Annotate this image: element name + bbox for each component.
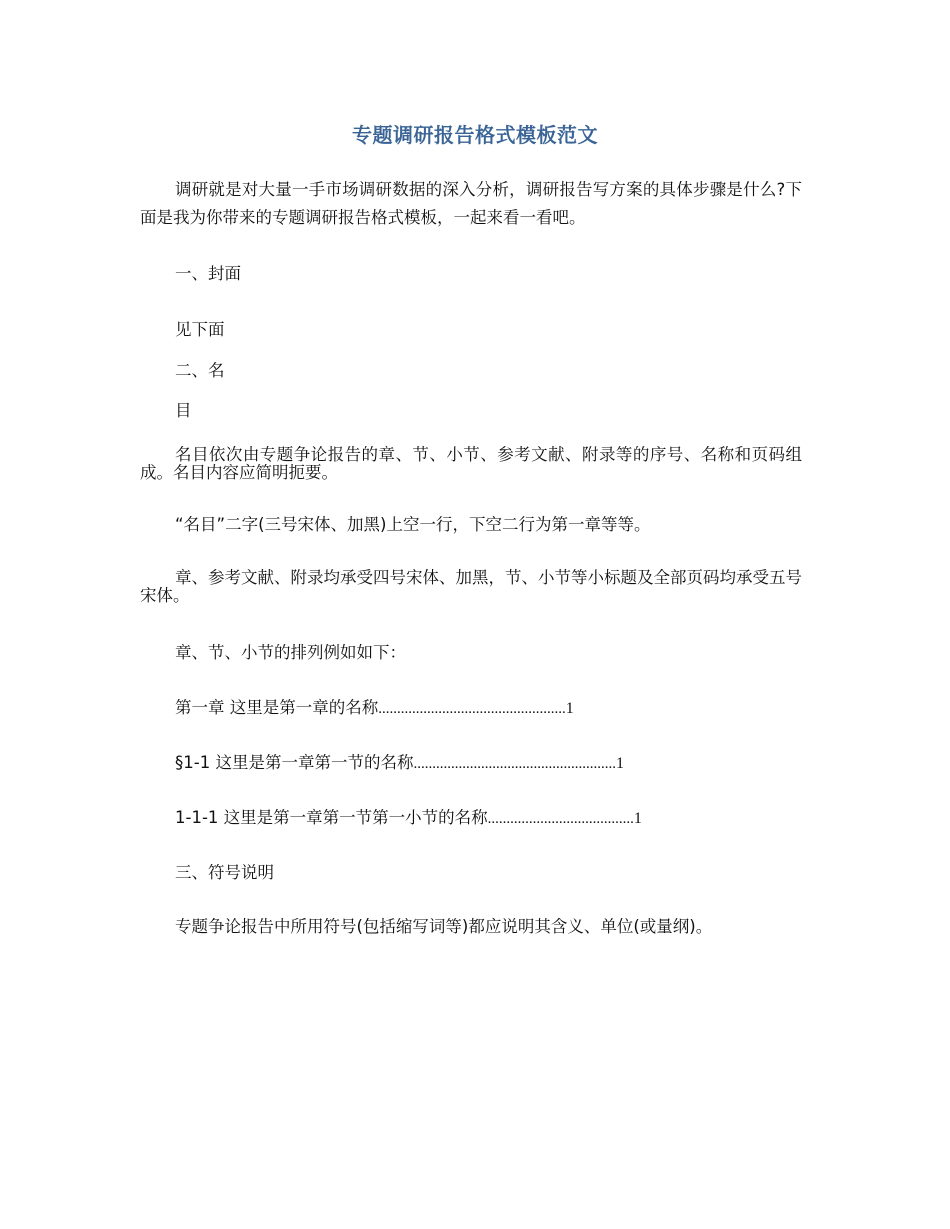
intro-paragraph: 调研就是对大量一手市场调研数据的深入分析，调研报告写方案的具体步骤是什么?下面是我为你带来的专题调研报告格式模板，一起来看一看吧。 xyxy=(140,180,802,227)
toc-entry-section xyxy=(175,752,624,775)
cover-body-text: 见下面 xyxy=(175,320,225,339)
toc-entry-subsection xyxy=(175,807,642,830)
toc-page-number: 1 xyxy=(615,755,624,772)
toc-entry-label: §1-1 这里是第一章第一节的名称 xyxy=(175,753,414,772)
toc-page-number: 1 xyxy=(633,810,642,827)
symbols-body-text: 专题争论报告中所用符号(包括缩写词等)都应说明其含义、单位(或量纲)。 xyxy=(175,917,713,936)
toc-entry-label: 1-1-1 这里是第一章第一节第一小节的名称 xyxy=(175,808,488,827)
section-heading-contents-continued: 目 xyxy=(175,401,192,420)
toc-page-number: 1 xyxy=(565,700,574,717)
font-spec-paragraph: 章、参考文献、附录均承受四号宋体、加黑，节、小节等小标题及全部页码均承受五号宋体。 xyxy=(140,568,802,605)
section-heading-symbols: 三、符号说明 xyxy=(175,863,274,882)
toc-leader-dots: ....................................... xyxy=(487,811,634,827)
toc-entry-label: 第一章 这里是第一章的名称 xyxy=(175,698,379,717)
contents-format-paragraph: “名目”二字(三号宋体、加黑)上空一行，下空二行为第一章等等。 xyxy=(175,515,651,534)
toc-leader-dots: ...................................................... xyxy=(413,756,616,772)
arrangement-example-label: 章、节、小节的排列例如如下： xyxy=(175,643,406,662)
contents-description-paragraph: 名目依次由专题争论报告的章、节、小节、参考文献、附录等的序号、名称和页码组成。名目内容应简明扼要。 xyxy=(140,445,802,482)
toc-leader-dots: .................................................. xyxy=(378,701,566,717)
section-heading-cover: 一、封面 xyxy=(175,264,241,283)
section-heading-contents: 二、名 xyxy=(175,361,225,380)
document-title: 专题调研报告格式模板范文 xyxy=(352,123,598,147)
toc-entry-chapter xyxy=(175,697,574,720)
